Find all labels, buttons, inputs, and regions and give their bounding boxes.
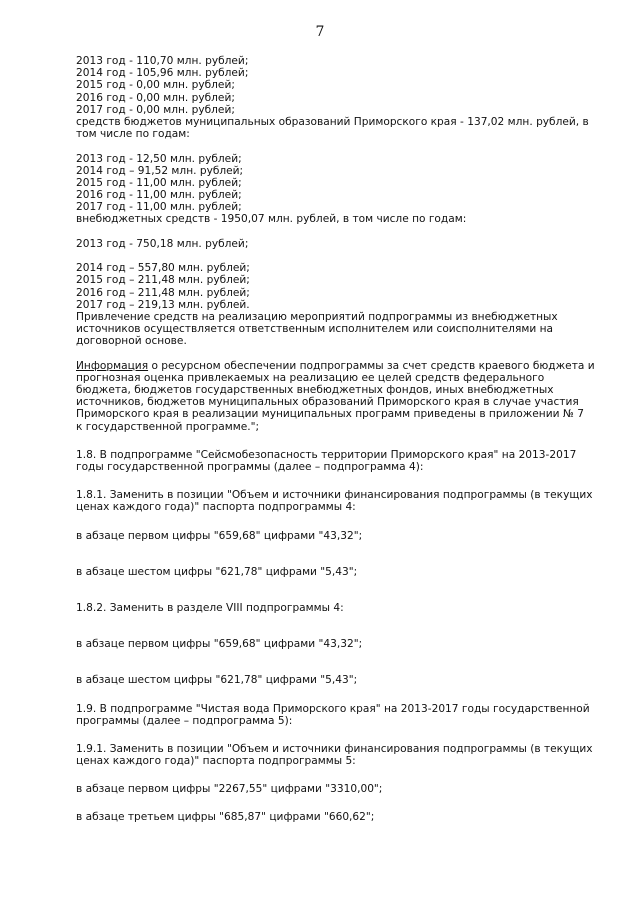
text-line: в абзаце первом цифры "659,68" цифрами "43,32"; — [76, 638, 363, 651]
text-line: Приморского края в реализации муниципальных программ приведены в приложении № 7 — [76, 408, 584, 421]
text-line: в абзаце первом цифры "659,68" цифрами "43,32"; — [76, 529, 363, 542]
item-1-9 — [76, 703, 596, 727]
text-line: 2014 год – 557,80 млн. рублей; — [76, 262, 250, 275]
text-line: источников, бюджетов муниципальных образований Приморского края в случае участия — [76, 396, 579, 409]
text-line: 2015 год – 211,48 млн. рублей; — [76, 274, 250, 287]
info-paragraph — [76, 360, 596, 433]
info-link[interactable]: Информация — [76, 359, 149, 372]
text-line: 2015 год - 0,00 млн. рублей; — [76, 79, 235, 92]
text-line: 2014 год - 105,96 млн. рублей; — [76, 67, 249, 80]
text-line: 2017 год - 0,00 млн. рублей; — [76, 103, 235, 116]
text-line: 2013 год - 110,70 млн. рублей; — [76, 55, 249, 67]
text-line: годы государственной программы (далее – подпрограмма 4): — [76, 461, 424, 473]
text-line: ценах каждого года)" паспорта подпрограммы 4: — [76, 501, 356, 514]
text-line: в абзаце шестом цифры "621,78" цифрами "5,43"; — [76, 674, 358, 687]
text-line: 2016 год – 211,48 млн. рублей; — [76, 286, 250, 299]
document-body — [76, 55, 596, 824]
text-line: в абзаце первом цифры "2267,55" цифрами "3310,00"; — [76, 783, 383, 796]
text-line: прогнозная оценка привлекаемых на реализацию ее целей средств федерального — [76, 371, 545, 384]
text-line: в абзаце шестом цифры "621,78" цифрами "5,43"; — [76, 565, 358, 578]
text-line: внебюджетных средств - 1950,07 млн. рублей, в том числе по годам: — [76, 213, 467, 226]
text-line: в абзаце третьем цифры "685,87" цифрами "660,62"; — [76, 811, 375, 824]
budget-years-block-4 — [76, 262, 596, 347]
text-line: источников осуществляется ответственным исполнителем или соисполнителями на — [76, 323, 553, 336]
text-line: к государственной программе."; — [76, 420, 260, 433]
page-number: 7 — [315, 24, 325, 40]
text-line: 2015 год - 11,00 млн. рублей; — [76, 176, 242, 189]
text-line: 2016 год - 0,00 млн. рублей; — [76, 91, 235, 104]
info-first-line-rest: о ресурсном обеспечении подпрограммы за счет средств краевого бюджета и — [148, 359, 595, 372]
item-1-9-1 — [76, 743, 596, 767]
text-line: средств бюджетов муниципальных образований Приморского края - 137,02 млн. рублей, в — [76, 115, 589, 128]
text-line: 1.9. В подпрограмме "Чистая вода Приморского края" на 2013-2017 годы государственной — [76, 702, 590, 715]
item-1-8 — [76, 449, 596, 473]
text-line: бюджета, бюджетов государственных внебюджетных фондов, иных внебюджетных — [76, 384, 554, 397]
text-line: ценах каждого года)" паспорта подпрограммы 5: — [76, 755, 356, 768]
text-line: 1.8.1. Заменить в позиции "Объем и источники финансирования подпрограммы (в текущих — [76, 489, 593, 502]
text-line: 2016 год - 11,00 млн. рублей; — [76, 189, 242, 202]
text-line: 1.8. В подпрограмме "Сейсмобезопасность территории Приморского края" на 2013-2017 — [76, 448, 577, 461]
item-1-8-1 — [76, 489, 596, 513]
budget-years-block-1 — [76, 55, 596, 140]
text-line: 2017 год - 11,00 млн. рублей; — [76, 201, 242, 214]
text-line: 2014 год – 91,52 млн. рублей; — [76, 164, 244, 177]
budget-years-block-2 — [76, 153, 596, 226]
text-line: программы (далее – подпрограмма 5): — [76, 714, 293, 727]
text-line: Привлечение средств на реализацию мероприятий подпрограммы из внебюджетных — [76, 310, 558, 323]
text-line: договорной основе. — [76, 335, 187, 348]
text-line: 2017 год – 219,13 млн. рублей. — [76, 298, 250, 311]
text-line: том числе по годам: — [76, 128, 190, 141]
item-1-8-2: 1.8.2. Заменить в разделе VIII подпрограммы 4: — [76, 601, 344, 614]
text-line: 2013 год - 12,50 млн. рублей; — [76, 152, 242, 165]
text-line: 2013 год - 750,18 млн. рублей; — [76, 237, 249, 250]
text-line — [76, 360, 596, 372]
text-line: 1.9.1. Заменить в позиции "Объем и источники финансирования подпрограммы (в текущих — [76, 742, 593, 755]
